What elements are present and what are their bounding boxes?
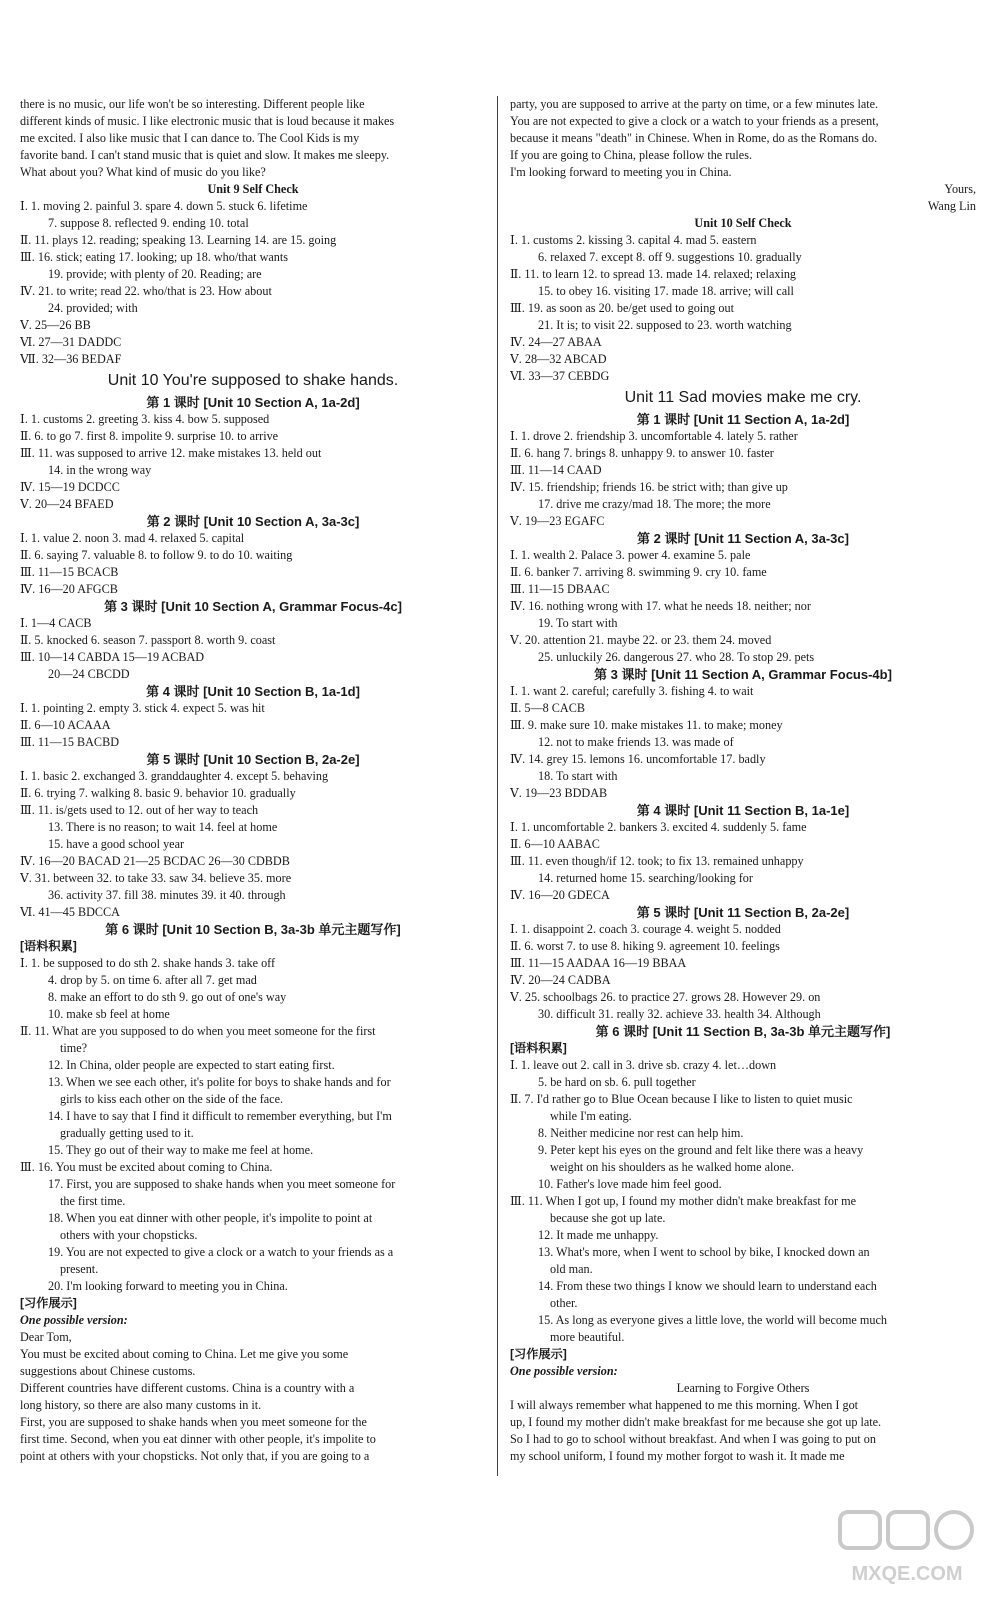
- left-line: Ⅲ. 11—15 BCACB: [20, 565, 119, 579]
- left-line: Ⅱ. 11. plays 12. reading; speaking 13. Learning 14. are 15. going: [20, 233, 337, 247]
- right-line: 第 4 课时 [Unit 11 Section B, 1a-1e]: [636, 803, 850, 818]
- left-line: 第 3 课时 [Unit 10 Section A, Grammar Focus-4c]: [104, 599, 402, 614]
- left-line: Unit 9 Self Check: [207, 182, 299, 196]
- right-line: Ⅵ. 33—37 CEBDG: [510, 369, 610, 383]
- left-line: point at others with your chopsticks. Not only that, if you are going to a: [20, 1449, 370, 1463]
- left-line: Dear Tom,: [20, 1330, 72, 1344]
- right-line: my school uniform, I found my mother forgot to wash it. It made me: [510, 1449, 845, 1463]
- right-line: So I had to go to school without breakfast. And when I was going to put on: [510, 1432, 876, 1446]
- right-line: Ⅰ. 1. uncomfortable 2. bankers 3. excited 4. suddenly 5. fame: [510, 820, 807, 834]
- left-line: 13. There is no reason; to wait 14. feel at home: [48, 820, 278, 834]
- left-line: Ⅱ. 11. What are you supposed to do when you meet someone for the first: [20, 1024, 376, 1038]
- left-line: Unit 10 You're supposed to shake hands.: [107, 372, 399, 389]
- left-line: 24. provided; with: [48, 301, 138, 315]
- right-line: Ⅱ. 6. hang 7. brings 8. unhappy 9. to answer 10. faster: [510, 446, 774, 460]
- left-line: Ⅱ. 6—10 ACAAA: [20, 718, 111, 732]
- right-line: 第 2 课时 [Unit 11 Section A, 3a-3c]: [637, 531, 849, 546]
- left-line: Ⅱ. 6. trying 7. walking 8. basic 9. behavior 10. gradually: [20, 786, 296, 800]
- right-line: Ⅰ. 1. want 2. careful; carefully 3. fishing 4. to wait: [510, 684, 754, 698]
- right-column: [510, 96, 976, 1465]
- right-line: Ⅰ. 1. leave out 2. call in 3. drive sb. crazy 4. let…down: [510, 1058, 777, 1072]
- left-line: [习作展示]: [20, 1296, 77, 1310]
- right-line: One possible version:: [510, 1364, 618, 1378]
- right-line: 8. Neither medicine nor rest can help him.: [538, 1126, 744, 1140]
- left-line: 18. When you eat dinner with other people, it's impolite to point at: [48, 1211, 373, 1225]
- right-line: 14. From these two things I know we should learn to understand each: [538, 1279, 877, 1293]
- left-line: Ⅳ. 16—20 AFGCB: [20, 582, 118, 596]
- right-line: up, I found my mother didn't make breakfast for me because she got up late.: [510, 1415, 882, 1429]
- right-line: Ⅲ. 11. When I got up, I found my mother didn't make breakfast for me: [510, 1194, 856, 1208]
- left-line: 15. They go out of their way to make me feel at home.: [48, 1143, 314, 1157]
- left-line: Ⅰ. 1. customs 2. greeting 3. kiss 4. bow 5. supposed: [20, 412, 270, 426]
- right-line: because she got up late.: [550, 1211, 666, 1225]
- right-line: 15. As long as everyone gives a little love, the world will become much: [538, 1313, 887, 1327]
- right-line: 5. be hard on sb. 6. pull together: [538, 1075, 696, 1089]
- left-line: First, you are supposed to shake hands when you meet someone for the: [20, 1415, 367, 1429]
- left-line: Ⅴ. 31. between 32. to take 33. saw 34. believe 35. more: [20, 871, 292, 885]
- left-line: You must be excited about coming to China. Let me give you some: [20, 1347, 349, 1361]
- left-line: long history, so there are also many customs in it.: [20, 1398, 262, 1412]
- right-line: 30. difficult 31. really 32. achieve 33. health 34. Although: [538, 1007, 821, 1021]
- left-line: others with your chopsticks.: [60, 1228, 198, 1242]
- left-line: Ⅲ. 10—14 CABDA 15—19 ACBAD: [20, 650, 205, 664]
- left-line: 第 1 课时 [Unit 10 Section A, 1a-2d]: [146, 395, 360, 410]
- right-line: Ⅳ. 24—27 ABAA: [510, 335, 602, 349]
- right-line: Ⅱ. 6. banker 7. arriving 8. swimming 9. cry 10. fame: [510, 565, 767, 579]
- right-line: 21. It is; to visit 22. supposed to 23. worth watching: [538, 318, 792, 332]
- right-line: old man.: [550, 1262, 593, 1276]
- right-line: Ⅳ. 15. friendship; friends 16. be strict with; than give up: [510, 480, 788, 494]
- left-line: 第 6 课时 [Unit 10 Section B, 3a-3b 单元主题写作]: [105, 922, 401, 937]
- left-line: 19. You are not expected to give a clock or a watch to your friends as a: [48, 1245, 394, 1259]
- left-line: different kinds of music. I like electronic music that is loud because it makes: [20, 114, 395, 128]
- left-line: Ⅵ. 41—45 BDCCA: [20, 905, 120, 919]
- left-line: Ⅲ. 11. was supposed to arrive 12. make mistakes 13. held out: [20, 446, 322, 460]
- left-line: Ⅲ. 16. stick; eating 17. looking; up 18. who/that wants: [20, 250, 289, 264]
- right-line: party, you are supposed to arrive at the party on time, or a few minutes late.: [510, 97, 879, 111]
- right-line: Ⅱ. 7. I'd rather go to Blue Ocean because I like to listen to quiet music: [510, 1092, 853, 1106]
- left-line: time?: [60, 1041, 88, 1055]
- right-line: Ⅳ. 16. nothing wrong with 17. what he needs 18. neither; nor: [510, 599, 811, 613]
- column-divider: [497, 96, 498, 1476]
- right-line: 9. Peter kept his eyes on the ground and felt like there was a heavy: [538, 1143, 864, 1157]
- right-line: You are not expected to give a clock or a watch to your friends as a present,: [510, 114, 879, 128]
- left-line: One possible version:: [20, 1313, 128, 1327]
- left-line: Ⅰ. 1. value 2. noon 3. mad 4. relaxed 5. capital: [20, 531, 245, 545]
- right-line: [习作展示]: [510, 1347, 567, 1361]
- right-line: 13. What's more, when I went to school by bike, I knocked down an: [538, 1245, 870, 1259]
- left-line: Ⅵ. 27—31 DADDC: [20, 335, 122, 349]
- right-line: Learning to Forgive Others: [676, 1381, 810, 1395]
- left-line: 7. suppose 8. reflected 9. ending 10. total: [48, 216, 249, 230]
- left-line: 12. In China, older people are expected to start eating first.: [48, 1058, 335, 1072]
- left-line: Ⅶ. 32—36 BEDAF: [20, 352, 122, 366]
- left-line: Ⅲ. 11—15 BACBD: [20, 735, 119, 749]
- left-line: 4. drop by 5. on time 6. after all 7. get mad: [48, 973, 257, 987]
- right-line: 17. drive me crazy/mad 18. The more; the more: [538, 497, 771, 511]
- left-line: 17. First, you are supposed to shake hands when you meet someone for: [48, 1177, 396, 1191]
- right-line: Ⅳ. 16—20 GDECA: [510, 888, 610, 902]
- left-line: Ⅳ. 16—20 BACAD 21—25 BCDAC 26—30 CDBDB: [20, 854, 290, 868]
- left-line: [语料积累]: [20, 939, 77, 953]
- left-line: 15. have a good school year: [48, 837, 185, 851]
- left-line: 第 5 课时 [Unit 10 Section B, 2a-2e]: [146, 752, 360, 767]
- left-line: Different countries have different customs. China is a country with a: [20, 1381, 355, 1395]
- right-line: weight on his shoulders as he walked home alone.: [550, 1160, 795, 1174]
- right-line: Unit 11 Sad movies make me cry.: [624, 389, 862, 406]
- right-line: Ⅳ. 20—24 CADBA: [510, 973, 611, 987]
- right-line: 第 6 课时 [Unit 11 Section B, 3a-3b 单元主题写作]: [595, 1024, 891, 1039]
- right-line: Ⅴ. 20. attention 21. maybe 22. or 23. them 24. moved: [510, 633, 772, 647]
- right-line: 第 1 课时 [Unit 11 Section A, 1a-2d]: [636, 412, 850, 427]
- right-line: Ⅴ. 19—23 BDDAB: [510, 786, 608, 800]
- right-line: Ⅰ. 1. drove 2. friendship 3. uncomfortable 4. lately 5. rather: [510, 429, 798, 443]
- right-line: Ⅲ. 9. make sure 10. make mistakes 11. to make; money: [510, 718, 783, 732]
- right-line: 6. relaxed 7. except 8. off 9. suggestions 10. gradually: [538, 250, 802, 264]
- right-line: 19. To start with: [538, 616, 618, 630]
- left-line: Ⅲ. 16. You must be excited about coming to China.: [20, 1160, 273, 1174]
- right-line: Ⅴ. 28—32 ABCAD: [510, 352, 607, 366]
- left-line: Ⅳ. 21. to write; read 22. who/that is 23. How about: [20, 284, 272, 298]
- left-line: 第 2 课时 [Unit 10 Section A, 3a-3c]: [146, 514, 360, 529]
- right-line: Ⅰ. 1. customs 2. kissing 3. capital 4. mad 5. eastern: [510, 233, 757, 247]
- right-line: while I'm eating.: [550, 1109, 632, 1123]
- right-line: Ⅲ. 19. as soon as 20. be/get used to going out: [510, 301, 734, 315]
- right-line: Ⅲ. 11—15 DBAAC: [510, 582, 610, 596]
- left-line: Ⅳ. 15—19 DCDCC: [20, 480, 120, 494]
- right-line: more beautiful.: [550, 1330, 625, 1344]
- left-line: Ⅲ. 11. is/gets used to 12. out of her way to teach: [20, 803, 259, 817]
- right-line: 12. It made me unhappy.: [538, 1228, 659, 1242]
- right-line: Ⅱ. 11. to learn 12. to spread 13. made 14. relaxed; relaxing: [510, 267, 797, 281]
- right-line: other.: [550, 1296, 578, 1310]
- left-line: present.: [60, 1262, 99, 1276]
- left-line: Ⅰ. 1—4 CACB: [20, 616, 92, 630]
- left-line: Ⅰ. 1. be supposed to do sth 2. shake hands 3. take off: [20, 956, 276, 970]
- right-line: 14. returned home 15. searching/looking for: [538, 871, 753, 885]
- left-line: Ⅰ. 1. moving 2. painful 3. spare 4. down 5. stuck 6. lifetime: [20, 199, 308, 213]
- left-line: first time. Second, when you eat dinner with other people, it's impolite to: [20, 1432, 376, 1446]
- left-line: 14. in the wrong way: [48, 463, 152, 477]
- left-line: 36. activity 37. fill 38. minutes 39. it 40. through: [48, 888, 286, 902]
- left-line: 20—24 CBCDD: [48, 667, 130, 681]
- right-line: Ⅲ. 11—14 CAAD: [510, 463, 602, 477]
- left-line: Ⅱ. 6. saying 7. valuable 8. to follow 9. to do 10. waiting: [20, 548, 293, 562]
- left-line: Ⅴ. 20—24 BFAED: [20, 497, 114, 511]
- right-line: I'm looking forward to meeting you in China.: [510, 165, 732, 179]
- right-line: 第 3 课时 [Unit 11 Section A, Grammar Focus-4b]: [594, 667, 892, 682]
- right-line: 第 5 课时 [Unit 11 Section B, 2a-2e]: [636, 905, 850, 920]
- right-line: Wang Lin: [927, 199, 976, 213]
- right-line: Unit 10 Self Check: [694, 216, 792, 230]
- left-line: 14. I have to say that I find it difficult to remember everything, but I'm: [48, 1109, 392, 1123]
- right-line: [语料积累]: [510, 1041, 567, 1055]
- left-line: suggestions about Chinese customs.: [20, 1364, 196, 1378]
- left-line: the first time.: [60, 1194, 126, 1208]
- left-line: girls to kiss each other on the side of the face.: [60, 1092, 284, 1106]
- right-line: 25. unluckily 26. dangerous 27. who 28. To stop 29. pets: [538, 650, 815, 664]
- watermark-text: MXQE.COM: [851, 1563, 963, 1585]
- left-line: 第 4 课时 [Unit 10 Section B, 1a-1d]: [146, 684, 360, 699]
- right-line: Ⅳ. 14. grey 15. lemons 16. uncomfortable 17. badly: [510, 752, 766, 766]
- right-line: Yours,: [944, 182, 976, 196]
- left-line: Ⅱ. 6. to go 7. first 8. impolite 9. surprise 10. to arrive: [20, 429, 279, 443]
- left-line: 13. When we see each other, it's polite for boys to shake hands and for: [48, 1075, 391, 1089]
- right-line: I will always remember what happened to me this morning. When I got: [510, 1398, 859, 1412]
- left-line: gradually getting used to it.: [60, 1126, 194, 1140]
- left-column: [20, 96, 486, 1465]
- right-line: Ⅴ. 25. schoolbags 26. to practice 27. grows 28. However 29. on: [510, 990, 821, 1004]
- right-line: Ⅱ. 5—8 CACB: [510, 701, 585, 715]
- left-line: 10. make sb feel at home: [48, 1007, 170, 1021]
- left-line: me excited. I also like music that I can dance to. The Cool Kids is my: [20, 131, 360, 145]
- left-line: 8. make an effort to do sth 9. go out of one's way: [48, 990, 287, 1004]
- right-line: 10. Father's love made him feel good.: [538, 1177, 722, 1191]
- left-line: Ⅰ. 1. pointing 2. empty 3. stick 4. expect 5. was hit: [20, 701, 265, 715]
- right-line: 18. To start with: [538, 769, 618, 783]
- left-line: Ⅴ. 25—26 BB: [20, 318, 91, 332]
- watermark-logo: [832, 1508, 982, 1588]
- left-line: there is no music, our life won't be so interesting. Different people like: [20, 97, 365, 111]
- right-line: Ⅲ. 11—15 AADAA 16—19 BBAA: [510, 956, 687, 970]
- left-line: Ⅰ. 1. basic 2. exchanged 3. granddaughter 4. except 5. behaving: [20, 769, 329, 783]
- right-line: Ⅰ. 1. disappoint 2. coach 3. courage 4. weight 5. nodded: [510, 922, 781, 936]
- right-line: Ⅲ. 11. even though/if 12. took; to fix 13. remained unhappy: [510, 854, 804, 868]
- left-line: favorite band. I can't stand music that is quiet and slow. It makes me sleepy.: [20, 148, 390, 162]
- right-line: 12. not to make friends 13. was made of: [538, 735, 734, 749]
- left-line: 20. I'm looking forward to meeting you in China.: [48, 1279, 288, 1293]
- right-line: If you are going to China, please follow the rules.: [510, 148, 752, 162]
- right-line: because it means "death" in Chinese. When in Rome, do as the Romans do.: [510, 131, 878, 145]
- left-line: 19. provide; with plenty of 20. Reading; are: [48, 267, 262, 281]
- left-line: Ⅱ. 5. knocked 6. season 7. passport 8. worth 9. coast: [20, 633, 276, 647]
- right-line: Ⅱ. 6—10 AABAC: [510, 837, 600, 851]
- right-line: Ⅰ. 1. wealth 2. Palace 3. power 4. examine 5. pale: [510, 548, 751, 562]
- left-line: What about you? What kind of music do you like?: [20, 165, 266, 179]
- right-line: 15. to obey 16. visiting 17. made 18. arrive; will call: [538, 284, 794, 298]
- right-line: Ⅴ. 19—23 EGAFC: [510, 514, 605, 528]
- right-line: Ⅱ. 6. worst 7. to use 8. hiking 9. agreement 10. feelings: [510, 939, 780, 953]
